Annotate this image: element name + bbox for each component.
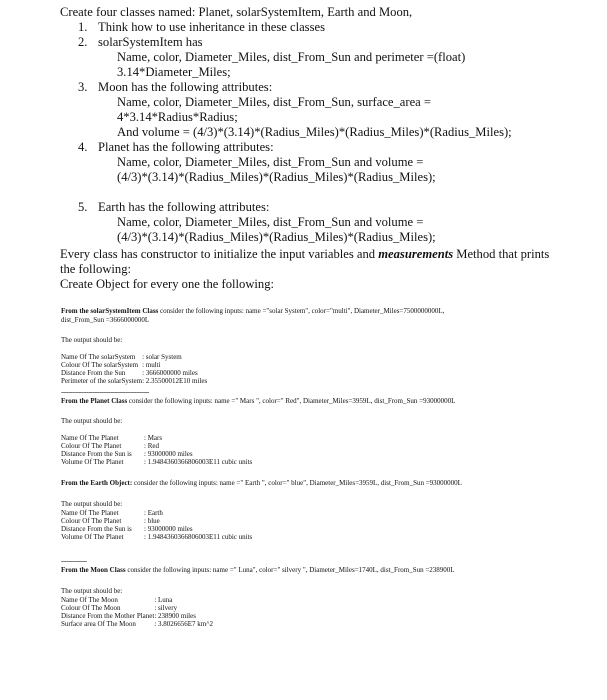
task-item: [60, 20, 600, 35]
output-key: Colour Of The Planet: [61, 442, 122, 450]
output-label: The output should be:: [61, 500, 123, 508]
output-table: [61, 353, 207, 385]
output-value: : blue: [144, 517, 160, 525]
output-value: : Earth: [144, 509, 163, 517]
output-table: [61, 509, 252, 541]
output-key: Distance From the Mother Planet: [61, 612, 155, 620]
output-key: Perimeter of the solarSystem: [61, 377, 143, 385]
task-number: 2.: [78, 35, 88, 49]
section-description: [61, 307, 561, 316]
task-text: Earth has the following attributes:: [98, 200, 270, 214]
output-row: [61, 353, 207, 361]
section-heading: From the Planet Class: [61, 397, 128, 405]
output-key: Name Of The Planet: [61, 509, 119, 517]
planet-section: [61, 388, 561, 466]
output-row: [61, 377, 207, 385]
output-row: [61, 369, 207, 377]
output-row: [61, 517, 252, 525]
section-inputs: consider the following inputs: name =" Earth ", color=" blue", Diameter_Miles=3959L, dist_From_Sun =93000000L: [132, 479, 462, 487]
task-item: [60, 35, 600, 80]
intro-paragraph: [60, 247, 560, 292]
task-attribute-line: (4/3)*(3.14)*(Radius_Miles)*(Radius_Miles)*(Radius_Miles);: [117, 170, 436, 184]
task-attribute-line: Name, color, Diameter_Miles, dist_From_Sun and perimeter =(float): [117, 50, 466, 64]
section-inputs-cont: dist_From_Sun =3666000000L: [61, 316, 150, 324]
output-value: : 1.9484360366806003E11 cubic units: [144, 533, 253, 541]
output-table: [61, 434, 252, 466]
section-inputs: consider the following inputs: name =" Luna", color=" silvery ", Diameter_Miles=1740L, dist_From_Sun =238900L: [125, 566, 455, 574]
task-attribute-line: 4*3.14*Radius*Radius;: [117, 110, 238, 124]
section-description: [61, 479, 561, 488]
solar-system-section: [61, 307, 561, 385]
task-item: [60, 80, 600, 140]
output-row: [61, 604, 213, 612]
intro-line: the following:: [60, 262, 132, 276]
intro-line: Create Object for every one the following:: [60, 277, 275, 291]
output-key: Name Of The Moon: [61, 596, 118, 604]
output-row: [61, 620, 213, 628]
task-text: solarSystemItem has: [98, 35, 203, 49]
task-attribute-line: 3.14*Diameter_Miles;: [117, 65, 231, 79]
output-value: : multi: [142, 361, 161, 369]
output-row: [61, 458, 252, 466]
output-value: : 238900 miles: [154, 612, 196, 620]
measurements-term: measurements: [378, 247, 454, 261]
output-table: [61, 596, 213, 628]
output-key: Distance From the Sun is: [61, 450, 132, 458]
task-attribute-line: Name, color, Diameter_Miles, dist_From_Sun and volume =: [117, 155, 424, 169]
separator-line: --------------: [61, 557, 87, 565]
output-value: : Luna: [154, 596, 173, 604]
assignment-title: Create four classes named: Planet, solarSystemItem, Earth and Moon,: [60, 5, 413, 19]
task-attribute-line: (4/3)*(3.14)*(Radius_Miles)*(Radius_Miles)*(Radius_Miles);: [117, 230, 436, 244]
task-number: 3.: [78, 80, 88, 94]
task-list: [60, 20, 600, 245]
output-value: : 93000000 miles: [144, 450, 193, 458]
output-label: The output should be:: [61, 417, 123, 425]
task-text: Planet has the following attributes:: [98, 140, 274, 154]
output-row: [61, 361, 207, 369]
section-heading: From the solarSystemItem Class: [61, 307, 159, 315]
output-key: Colour Of The Planet: [61, 517, 122, 525]
task-text: Moon has the following attributes:: [98, 80, 273, 94]
output-value: : Red: [144, 442, 159, 450]
task-number: 1.: [78, 20, 88, 34]
output-key: Colour Of The solarSystem: [61, 361, 139, 369]
output-row: [61, 509, 252, 517]
output-key: Volume Of The Planet: [61, 533, 124, 541]
output-value: : Mars: [144, 434, 163, 442]
section-heading: From the Earth Object:: [61, 479, 133, 487]
output-row: [61, 442, 252, 450]
task-item: [60, 200, 600, 245]
task-number: 4.: [78, 140, 88, 154]
intro-text: Method that prints: [453, 247, 550, 261]
output-row: [61, 525, 252, 533]
output-value: : 3666000000 miles: [142, 369, 198, 377]
task-text: Think how to use inheritance in these classes: [98, 20, 325, 34]
task-attribute-line: Name, color, Diameter_Miles, dist_From_Sun and volume =: [117, 215, 424, 229]
output-key: Name Of The solarSystem: [61, 353, 136, 361]
output-key: Name Of The Planet: [61, 434, 119, 442]
task-attribute-line: And volume = (4/3)*(3.14)*(Radius_Miles)*(Radius_Miles)*(Radius_Miles);: [117, 125, 512, 139]
output-key: Distance From the Sun: [61, 369, 126, 377]
blank-line: [60, 185, 600, 200]
output-value: : solar System: [142, 353, 182, 361]
task-number: 5.: [78, 200, 88, 214]
separator-line: ------------------------------------------------: [61, 388, 149, 396]
earth-section: [61, 479, 561, 541]
output-value: : 3.8026656E7 km^2: [154, 620, 214, 628]
output-value: : silvery: [154, 604, 178, 612]
section-description: [61, 397, 561, 406]
output-key: Distance From the Sun is: [61, 525, 132, 533]
task-attribute-line: Name, color, Diameter_Miles, dist_From_Sun, surface_area =: [117, 95, 432, 109]
output-value: : 1.9484360366806003E11 cubic units: [144, 458, 253, 466]
output-value: : 93000000 miles: [144, 525, 193, 533]
output-row: [61, 450, 252, 458]
moon-section: [61, 557, 561, 628]
output-row: [61, 612, 213, 620]
section-heading: From the Moon Class: [61, 566, 126, 574]
intro-text: Every class has constructor to initialize the input variables and: [60, 247, 379, 261]
section-inputs: consider the following inputs: name =" Mars ", color=" Red", Diameter_Miles=3959L, dist_From_Sun =93000000L: [127, 397, 456, 405]
output-label: The output should be:: [61, 336, 123, 344]
output-row: [61, 533, 252, 541]
output-key: Colour Of The Moon: [61, 604, 121, 612]
intro-line: [60, 247, 560, 262]
output-row: [61, 596, 213, 604]
output-key: Volume Of The Planet: [61, 458, 124, 466]
section-description: [61, 566, 561, 575]
task-item: [60, 140, 600, 185]
output-key: Surface area Of The Moon: [61, 620, 136, 628]
section-inputs: consider the following inputs: name ="solar System", color="multi", Diameter_Miles=7500000000L,: [158, 307, 445, 315]
output-row: [61, 434, 252, 442]
output-label: The output should be:: [61, 587, 123, 595]
output-value: : 2.35500012E10 miles: [142, 377, 208, 385]
